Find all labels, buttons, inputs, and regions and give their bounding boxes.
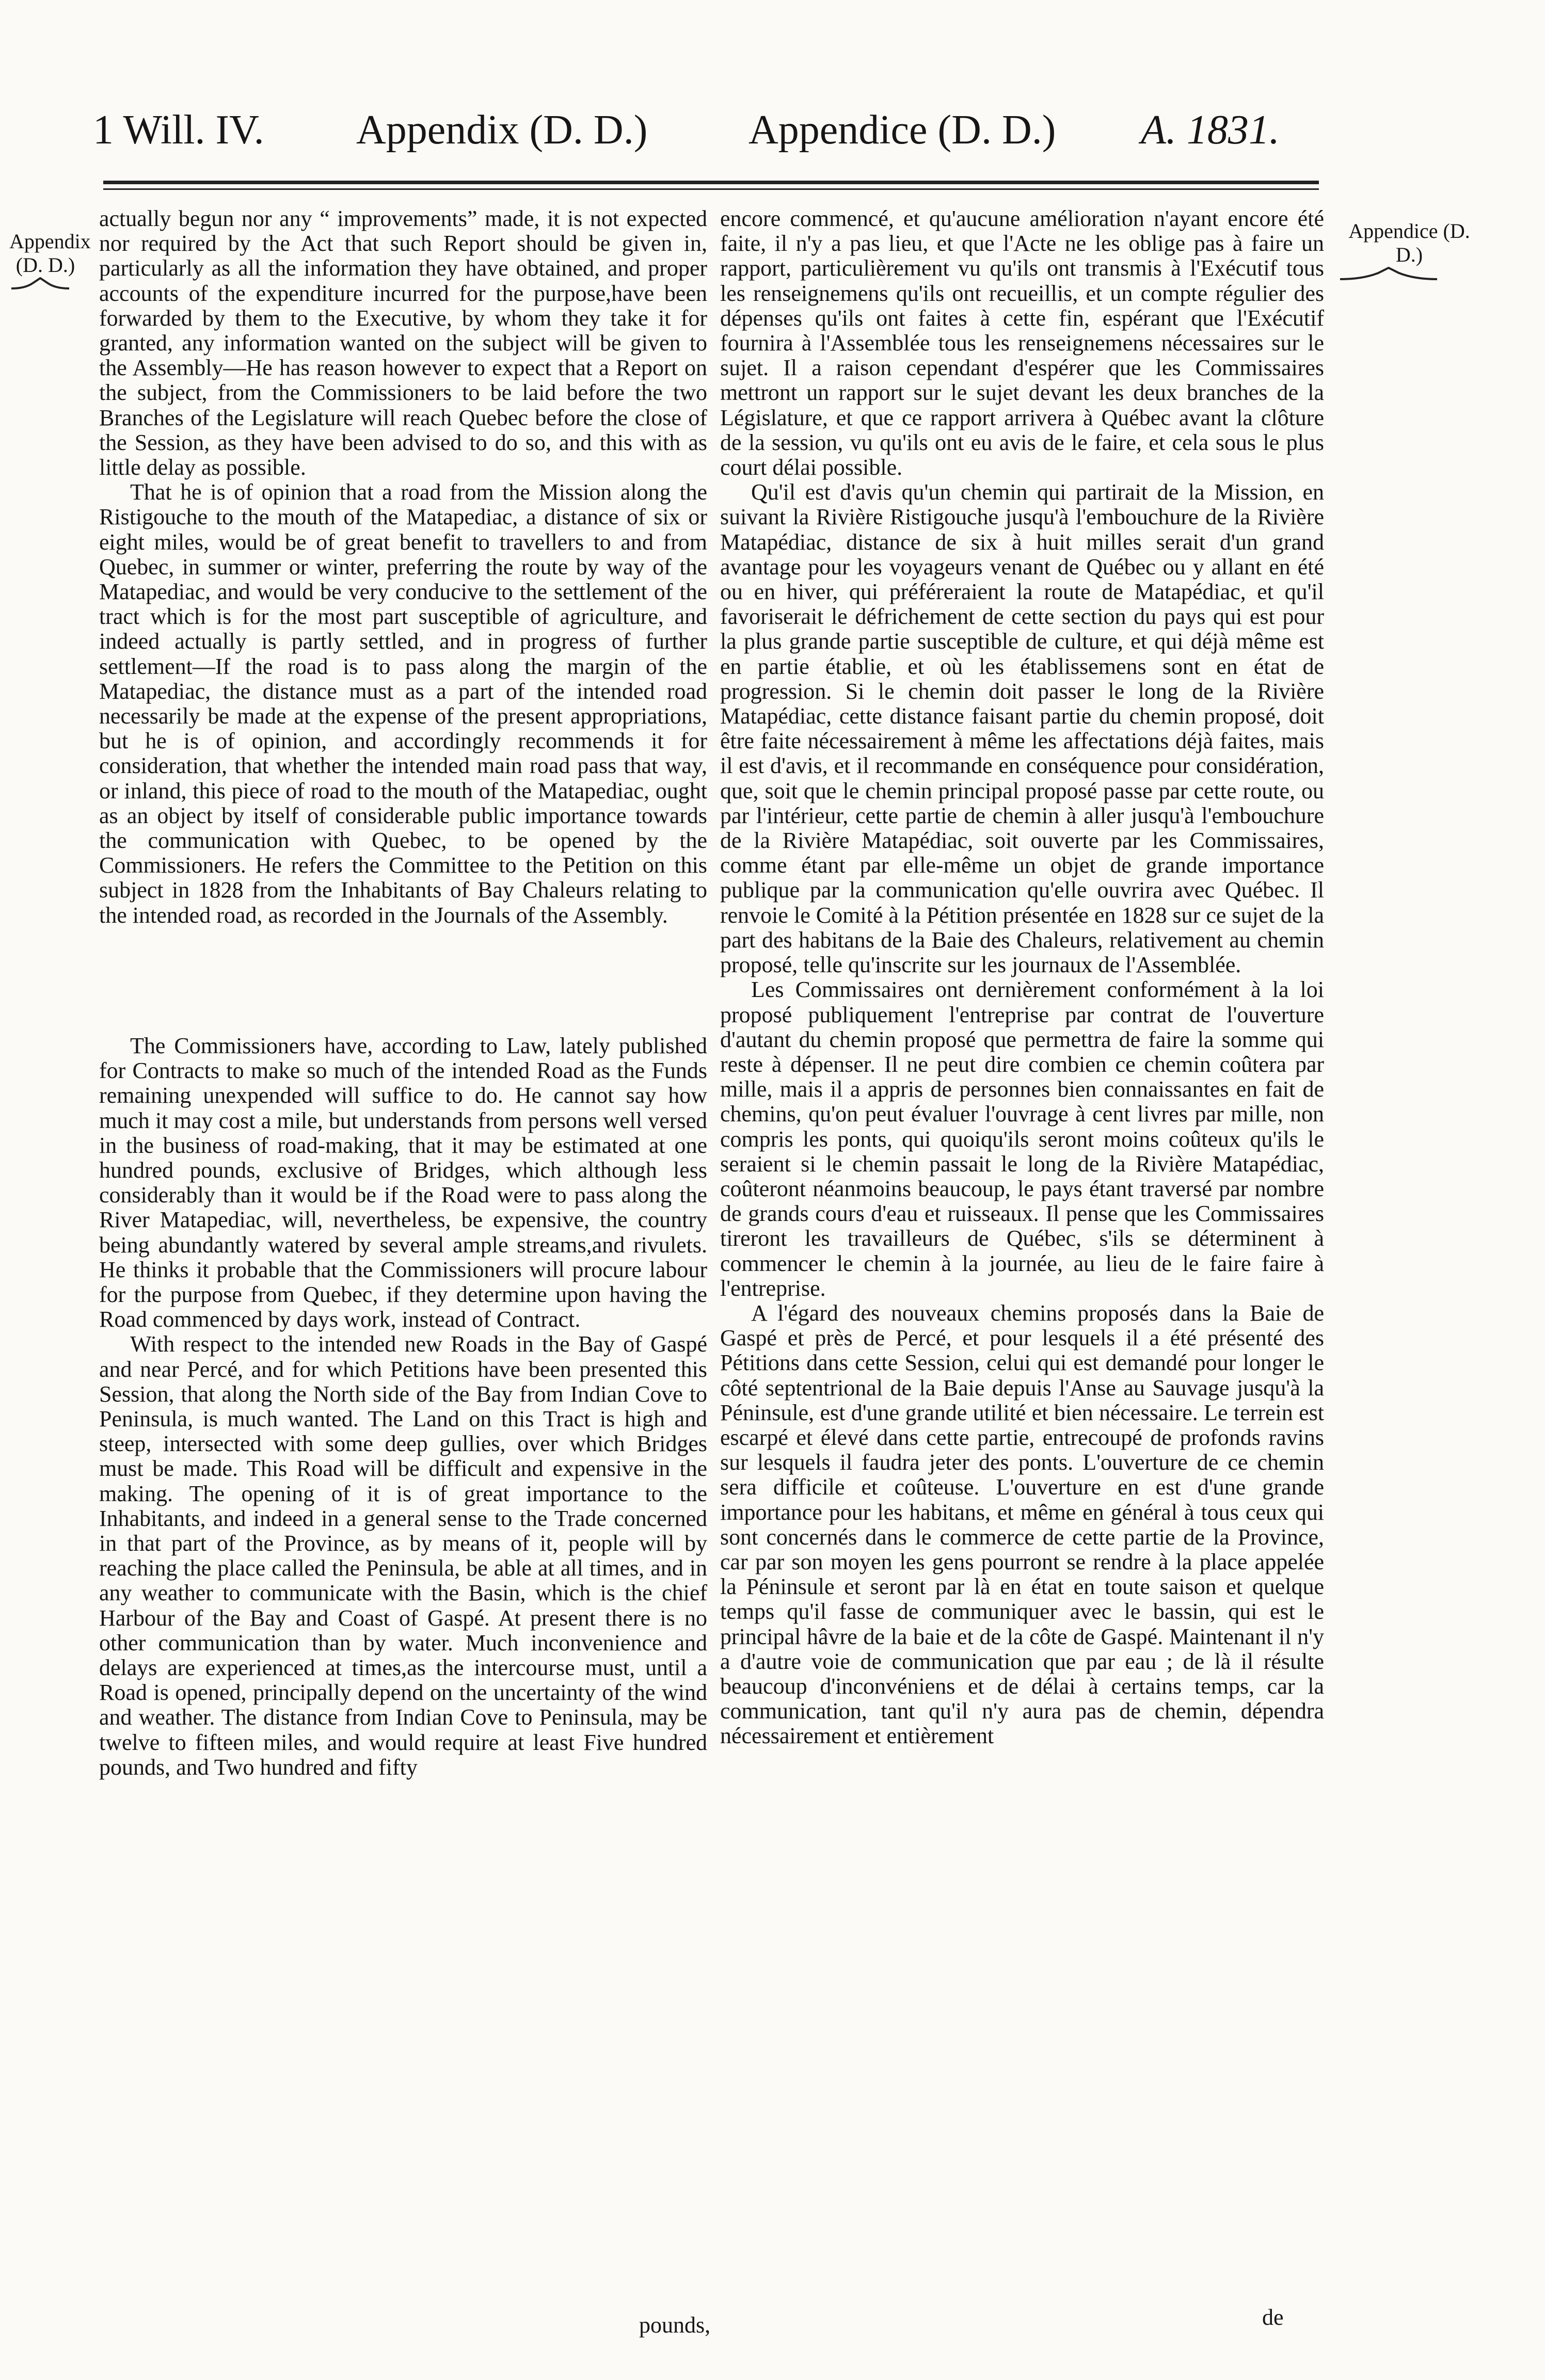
english-paragraph-3: The Commissioners have, according to Law, lately published for Contracts to make so much of the intended Road as the Funds remaining unexpended will suffice to do. He cannot say how much it may cost a mile, but understands from persons well versed in the business of road-making, that it may be estimated at one hundred pounds, exclusive of Bridges, which although less considerably than it would be if the Road were to pass along the River Matapediac, will, nevertheless, be expensive, the country being abundantly watered by several ample streams,and rivulets. He thinks it probable that the Commissioners will procure labour for the purpose from Quebec, if they determine upon having the Road commenced by days work, instead of Contract. xyxy=(99,1033,707,1332)
french-paragraph-1: encore commencé, et qu'aucune amélioration n'ayant encore été faite, il n'y a pas lieu, et que l'Acte ne les oblige pas à faire un rapport, particulièrement vu qu'ils ont transmis à l'Exécutif tous les renseignemens qu'ils ont recueillis, et un compte régulier des dépenses qu'ils ont faites à cette fin, espérant que l'Exécutif fournira à l'Assemblée tous les renseignemens nécessaires sur le sujet. Il a raison cependant d'espérer que les Commissaires mettront un rapport sur le sujet devant les deux branches de la Législature, et que ce rapport arrivera à Québec avant la clôture de la session, vu qu'ils ont eu avis de le faire, et cela sous le plus court délai possible. xyxy=(720,206,1324,480)
margin-label-fr xyxy=(1337,219,1482,282)
header-appendix-en: Appendix (D. D.) xyxy=(356,107,648,153)
margin-label-fr-text: Appendice (D. D.) xyxy=(1348,219,1470,266)
english-catchword: pounds, xyxy=(639,2312,711,2338)
french-paragraph-2: Qu'il est d'avis qu'un chemin qui partirait de la Mission, en suivant la Rivière Ristigouche jusqu'à l'embouchure de la Rivière Matapédiac, distance de six à huit milles serait d'un grand avantage pour les voyageurs venant de Québec ou y allant en été ou en hiver, qui préféreraient la route de Matapédiac, et qu'il favoriserait le défrichement de cette section du pays qui est pour la plus grande partie susceptible de culture, et qui déjà même est en partie établie, et où les établissemens sont en état de progression. Si le chemin doit passer le long de la Rivière Matapédiac, cette distance faisant partie du chemin proposé, doit être faite nécessairement à même les affectations déjà faites, mais il est d'avis, et il recommande en conséquence pour considération, que, soit que le chemin principal proposé passe par cette route, ou par l'intérieur, cette partie de chemin à aller jusqu'à l'embouchure de la Rivière Matapédiac, soit ouverte par les Commissaires, comme étant par elle-même un objet de grande importance publique par la communication qu'elle ouvrira avec Québec. Il renvoie le Comité à la Pétition présentée en 1828 sur ce sujet de la part des habitans de la Baie des Chaleurs, relativement au chemin proposé, telle qu'inscrite sur les journaux de l'Assemblée. xyxy=(720,479,1324,978)
header-regnal-year: 1 Will. IV. xyxy=(93,107,264,153)
brace-ornament-icon xyxy=(1337,267,1440,282)
brace-ornament-icon xyxy=(9,277,71,293)
english-paragraph-4: With respect to the intended new Roads in the Bay of Gaspé and near Percé, and for which Petitions have been presented this Session, that along the North side of the Bay from Indian Cove to Peninsula, is much wanted. The Land on this Tract is high and steep, intersected with some deep gullies, over which Bridges must be made. This Road will be difficult and expensive in the making. The opening of it is of great importance to the Inhabitants, and indeed in a general sense to the Trade concerned in that part of the Province, as by means of it, people will by reaching the place called the Peninsula, be able at all times, and in any weather to communicate with the Basin, which is the chief Harbour of the Bay and Coast of Gaspé. At present there is no other communication than by water. Much inconvenience and delays are experienced at times,as the intercourse must, until a Road is opened, principally depend on the uncertainty of the wind and weather. The distance from Indian Cove to Peninsula, may be twelve to fifteen miles, and would require at least Five hundred pounds, and Two hundred and fifty xyxy=(99,1331,707,1780)
header-appendix-fr: Appendice (D. D.) xyxy=(748,107,1056,153)
margin-label-en xyxy=(9,230,91,293)
english-paragraph-1: actually begun nor any “ improvements” made, it is not expected nor required by the Act that such Report should be given in, particularly as all the information they have obtained, and proper accounts of the expenditure incurred for the purpose,have been forwarded by them to the Executive, by whom they take it for granted, any information wanted on the subject will be given to the Assembly—He has reason however to expect that a Report on the subject, from the Commissioners to be laid before the two Branches of the Legislature will reach Quebec before the close of the Session, as they have been advised to do so, and this with as little delay as possible. xyxy=(99,206,707,480)
french-column xyxy=(720,206,1324,1749)
french-paragraph-3: Les Commissaires ont dernièrement conformément à la loi proposé publiquement l'entreprise par contrat de l'ouverture d'autant du chemin proposé que permettra de faire la somme qui reste à dépenser. Il ne peut dire combien ce chemin coûtera par mille, mais il a appris de personnes bien connaissantes en fait de chemins, qu'on peut évaluer l'ouvrage à cent livres par mille, non compris les ponts, qui quoiqu'ils seront moins coûteux qu'ils le seraient si le chemin passait le long de la Rivière Matapédiac, coûteront néanmoins beaucoup, le pays étant traversé par nombre de grands cours d'eau et ruisseaux. Il pense que les Commissaires tireront les travailleurs de Québec, s'ils se déterminent à commencer le chemin à la journée, au lieu de le faire faire à l'entreprise. xyxy=(720,977,1324,1301)
french-paragraph-4: A l'égard des nouveaux chemins proposés dans la Baie de Gaspé et près de Percé, et pour lesquels il a été présenté des Pétitions dans cette Session, celui qui est demandé pour longer le côté septentrional de la Baie depuis l'Anse au Sauvage jusqu'à la Péninsule, est d'une grande utilité et bien nécessaire. Le terrein est escarpé et élevé dans cette partie, entrecoupé de profonds ravins sur lesquels il faudra jeter des ponts. L'ouverture de ce chemin sera difficile et coûteuse. L'ouverture en est d'une grande importance pour les habitans, et même en général à tous ceux qui sont concernés dans le commerce de cette partie de la Province, car par son moyen les gens pourront se rendre à la place appelée la Péninsule et seront par là en état en toute saison et quelque temps qu'il fasse de communiquer avec le bassin, qui est le principal hâvre de la baie et de la côte de Gaspé. Maintenant il n'y a d'autre voie de communication que par eau ; de là il résulte beaucoup d'inconvéniens et de délai à certains temps, car la communication, tant qu'il n'y aura pas de chemin, dépendra nécessairement et entièrement xyxy=(720,1300,1324,1749)
english-column xyxy=(99,206,707,1780)
english-paragraph-2: That he is of opinion that a road from the Mission along the Ristigouche to the mouth of the Matapediac, a distance of six or eight miles, would be of great benefit to travellers to and from Quebec, in summer or winter, preferring the route by way of the Matapediac, and would be very conducive to the settlement of the tract which is for the most part susceptible of agriculture, and indeed actually is partly settled, and in progress of further settlement—If the road is to pass along the margin of the Matapediac, the distance must as a part of the intended road necessarily be made at the expense of the present appropriations, but he is of opinion, and accordingly recommends it for consideration, that whether the intended main road pass that way, or inland, this piece of road to the mouth of the Matapediac, ought as an object by itself of considerable public importance towards the communication with Quebec, to be opened by the Commissioners. He refers the Committee to the Petition on this subject in 1828 from the Inhabitants of Bay Chaleurs relating to the intended road, as recorded in the Journals of the Assembly. xyxy=(99,479,707,928)
column-gap xyxy=(99,928,707,1034)
header-rule-thick xyxy=(103,181,1319,184)
margin-label-en-text: Appendix (D. D.) xyxy=(9,230,91,277)
header-rule-thin xyxy=(103,188,1319,190)
french-catchword: de xyxy=(1262,2305,1284,2330)
header-year: A. 1831. xyxy=(1141,107,1280,153)
